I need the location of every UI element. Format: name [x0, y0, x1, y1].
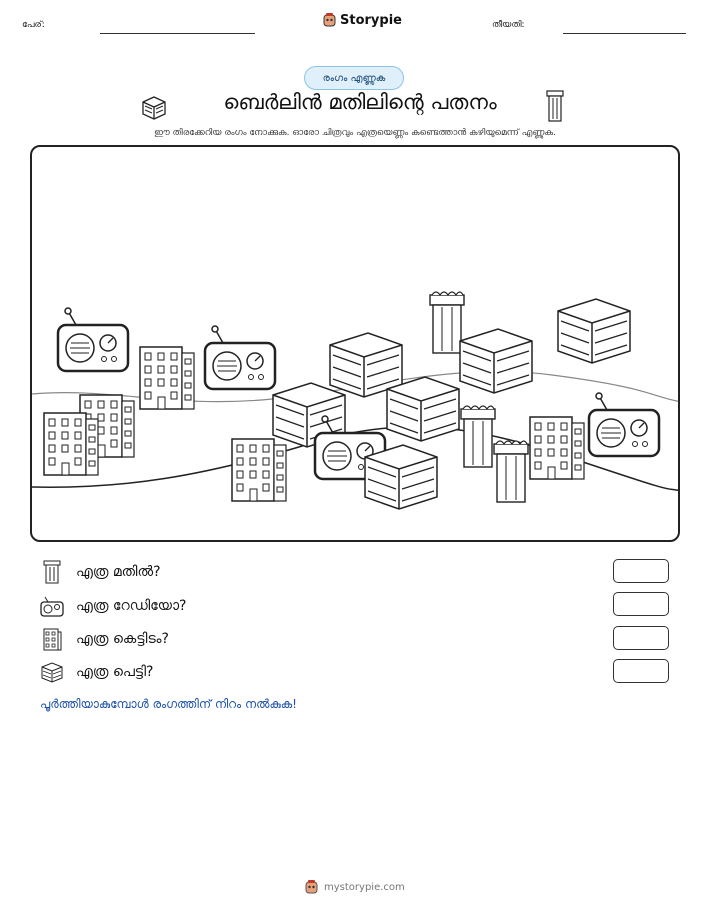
brand-name: Storypie [340, 13, 402, 28]
scene-building [530, 417, 584, 479]
question-label: എത്ര കെട്ടിടം? [76, 631, 169, 647]
instructions-text: ഈ തിരക്കേറിയ രംഗം നോക്കുക. ഓരോ ചിത്രവും എത്രയെണ്ണം കണ്ടെത്താൻ കഴിയുമെന്ന് എണ്ണുക. [154, 128, 556, 138]
counting-scene[interactable] [30, 145, 680, 542]
scene-wall [461, 406, 495, 467]
scene-building [44, 413, 98, 475]
scene-radio [205, 326, 275, 389]
brand-logo [323, 13, 402, 28]
question-crates [40, 660, 154, 684]
answer-box-crates[interactable] [613, 659, 669, 683]
scene-radio [58, 308, 128, 371]
scene-crate [387, 377, 459, 441]
name-label: പേര്: [22, 20, 45, 30]
radio-icon [40, 594, 64, 618]
question-radios [40, 594, 186, 618]
footer-url[interactable]: mystorypie.com [324, 882, 405, 893]
scene-radio [589, 393, 659, 456]
page-title: ബെർലിൻ മതിലിന്റെ പതനം [223, 90, 497, 114]
coloring-instruction: പൂർത്തിയാകുമ്പോൾ രംഗത്തിന് നിറം നൽകുക! [40, 697, 297, 711]
scene-illustration [32, 147, 680, 542]
scene-crate [365, 445, 437, 509]
building-icon [40, 627, 64, 651]
question-walls [40, 560, 161, 584]
crate-icon [40, 660, 64, 684]
question-buildings [40, 627, 169, 651]
question-label: എത്ര റേഡിയോ? [76, 598, 187, 614]
scene-wall [430, 292, 464, 353]
scene-building [232, 439, 286, 501]
answer-box-buildings[interactable] [613, 626, 669, 650]
scene-building [140, 347, 194, 409]
storypie-mascot-icon [305, 880, 318, 895]
crate-icon [140, 94, 168, 120]
date-label: തീയതി: [492, 20, 525, 30]
scene-crate [460, 329, 532, 393]
scene-crate [558, 299, 630, 363]
date-line[interactable] [563, 33, 686, 34]
question-label: എത്ര മതിൽ? [76, 564, 161, 580]
name-line[interactable] [100, 33, 255, 34]
wall-column-icon [545, 90, 565, 122]
storypie-mascot-icon [323, 13, 336, 28]
wall-column-icon [40, 560, 64, 584]
activity-badge: രംഗം എണ്ണുക [304, 66, 404, 90]
answer-box-radios[interactable] [613, 592, 669, 616]
question-label: എത്ര പെട്ടി? [76, 664, 154, 680]
scene-wall [494, 441, 528, 502]
footer [305, 880, 405, 895]
answer-box-walls[interactable] [613, 559, 669, 583]
